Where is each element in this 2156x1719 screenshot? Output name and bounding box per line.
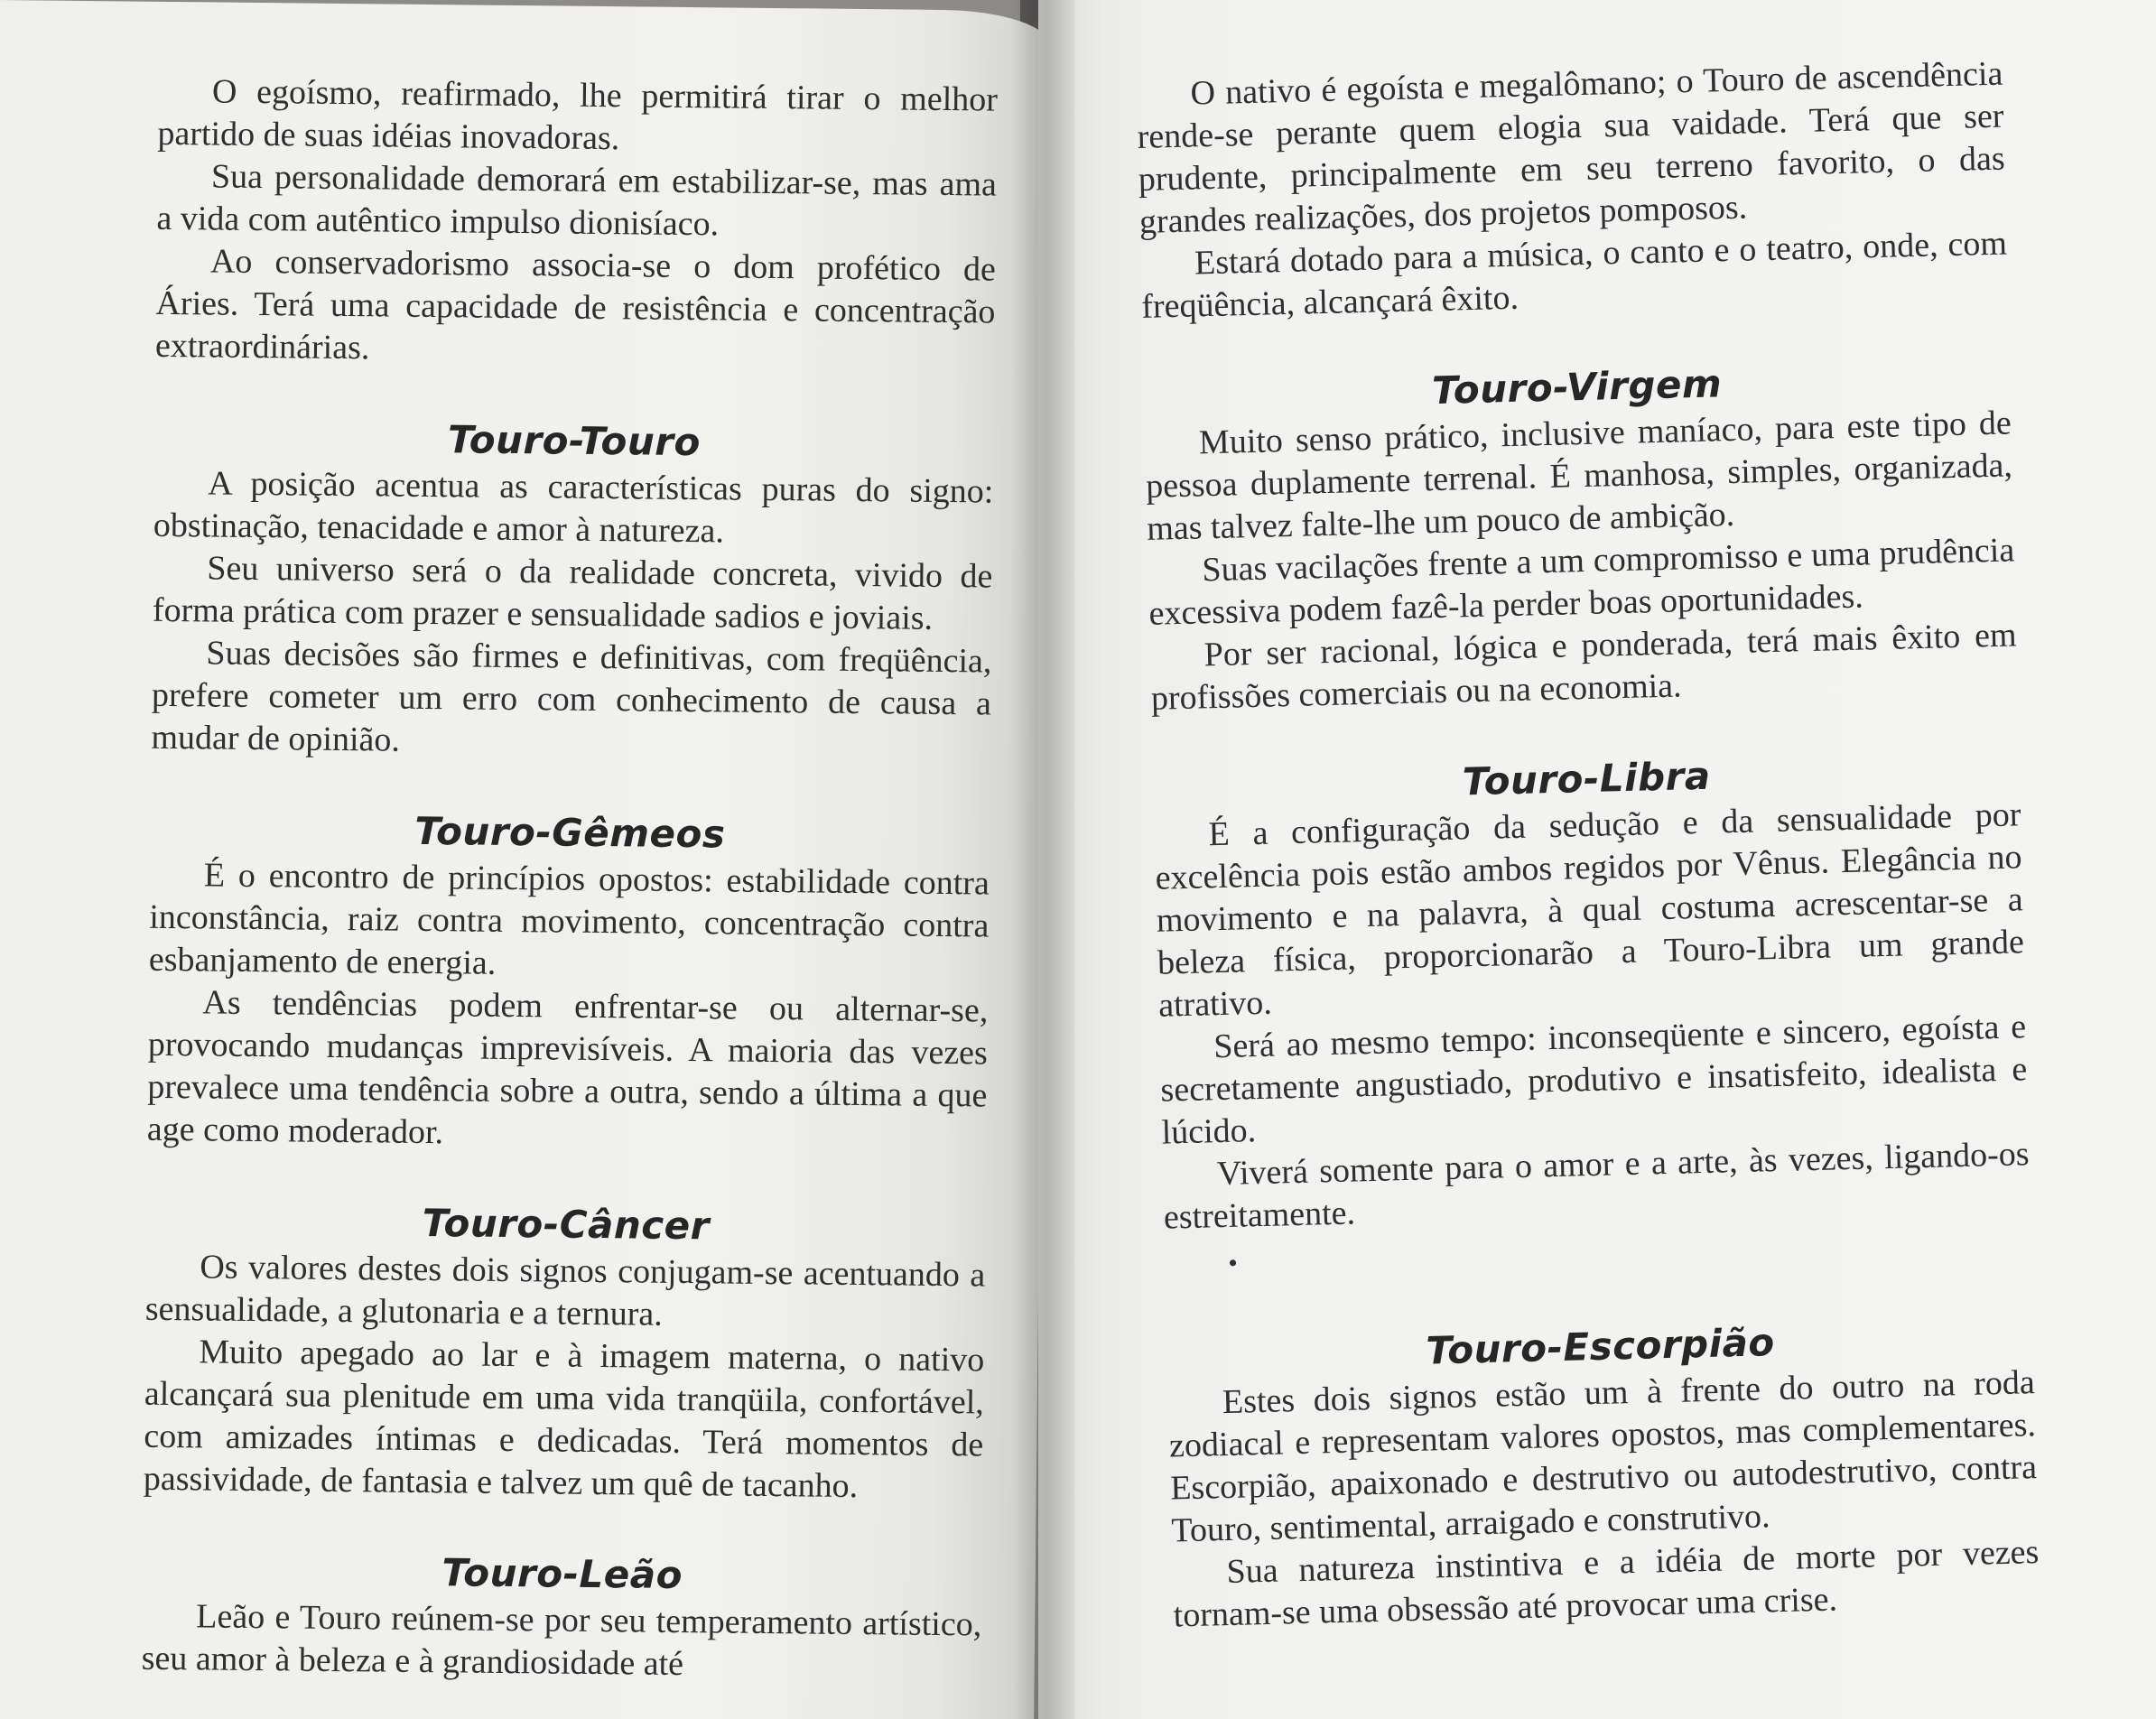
paragraph: O nativo é egoísta e megalômano; o Touro de ascendência rende-se perante quem elogia sua vaidade. Terá que ser prudente, principalmente em seu terreno favorito, o das grandes realizações, dos projetos pomposos. xyxy=(1137,54,2006,241)
section-heading: Touro-Escorpião xyxy=(1425,1320,1776,1373)
paragraph: É o encontro de princípios opostos: estabilidade contra inconstância, raiz contra movimento, concentração contra esbanjamento de energia. xyxy=(148,856,990,982)
paragraph: Os valores destes dois signos conjugam-se acentuando a sensualidade, a glutonaria e a ternura. xyxy=(144,1248,986,1333)
right-page-content xyxy=(1136,53,2040,1638)
paragraph: Sua personalidade demorará em estabilizar-se, mas ama a vida com autêntico impulso dionisíaco. xyxy=(156,157,998,244)
section-heading: Touro-Gêmeos xyxy=(414,808,726,857)
paragraph: Muito apegado ao lar e à imagem materna, o nativo alcançará sua plenitude em uma vida tranqüila, confortável, com amizades íntimas e dedicadas. Terá momentos de passividade, de fantasia e talvez um quê de tacanho. xyxy=(143,1333,985,1506)
paragraph: Ao conservadorismo associa-se o dom profético de Áries. Terá uma capacidade de resistência e concentração extraordinárias. xyxy=(154,242,997,367)
paragraph: Muito senso prático, inclusive maníaco, para este tipo de pessoa duplamente terrenal. É manhosa, simples, organizada, mas talvez falte-lhe um pouco de ambição. xyxy=(1145,404,2013,548)
paragraph: Sua natureza instintiva e a idéia de morte por vezes tornam-se uma obsessão até provocar uma crise. xyxy=(1173,1533,2040,1635)
right-page xyxy=(1038,0,2156,1719)
section-heading: Touro-Virgem xyxy=(1431,361,1723,413)
section-heading: Touro-Câncer xyxy=(422,1200,711,1249)
paragraph: Será ao mesmo tempo: inconseqüente e sincero, egoísta e secretamente angustiado, produtivo e insatisfeito, idealista e lúcido. xyxy=(1159,1008,2028,1152)
paragraph: Viverá somente para o amor e a arte, às vezes, ligando-os estreitamente. xyxy=(1163,1135,2031,1237)
book-gutter xyxy=(1011,0,1074,1719)
paragraph: Suas vacilações frente a um compromisso e uma prudência excessiva podem fazê-la perder boas oportunidades. xyxy=(1148,531,2015,633)
paragraph: Leão e Touro reúnem-se por seu temperamento artístico, seu amor à beleza e à grandiosidade até xyxy=(141,1597,982,1684)
paragraph: As tendências podem enfrentar-se ou alternar-se, provocando mudanças imprevisíveis. A maioria das vezes prevalece uma tendência sobre a outra, sendo a última a que age como moderador. xyxy=(146,983,989,1152)
paragraph: Estará dotado para a música, o canto e o teatro, onde, com freqüência, alcançará êxito. xyxy=(1140,224,2008,326)
bullet-mark: • xyxy=(1227,1248,1239,1278)
left-page-content xyxy=(142,70,999,1689)
paragraph: Estes dois signos estão um à frente do outro na roda zodiacal e representam valores opostos, mas complementares. Escorpião, apaixonado e destrutivo ou autodestrutivo, contra Touro, sentimental, arraigado e construtivo. xyxy=(1168,1363,2038,1550)
paragraph: Por ser racional, lógica e ponderada, terá mais êxito em profissões comerciais ou na economia. xyxy=(1150,616,2017,718)
paragraph: Suas decisões são firmes e definitivas, com freqüência, prefere cometer um erro com conhecimento de causa a mudar de opinião. xyxy=(151,634,992,759)
section-heading: Touro-Touro xyxy=(447,417,702,465)
left-page xyxy=(0,0,1052,1719)
section-heading: Touro-Leão xyxy=(441,1550,683,1598)
paragraph: A posição acentua as características puras do signo: obstinação, tenacidade e amor à natureza. xyxy=(153,464,994,551)
paragraph: É a configuração da sedução e da sensualidade por excelência pois estão ambos regidos por Vênus. Elegância no movimento e na palavra, à qual costuma acrescentar-se a beleza física, proporcionarão a Touro-Libra um grande atrativo. xyxy=(1155,795,2025,1025)
section-heading: Touro-Libra xyxy=(1462,753,1712,804)
paragraph: Seu universo será o da realidade concreta, vivido de forma prática com prazer e sensualidade sadios e joviais. xyxy=(152,549,993,637)
paragraph: O egoísmo, reafirmado, lhe permitirá tirar o melhor partido de suas idéias inovadoras. xyxy=(157,72,999,158)
